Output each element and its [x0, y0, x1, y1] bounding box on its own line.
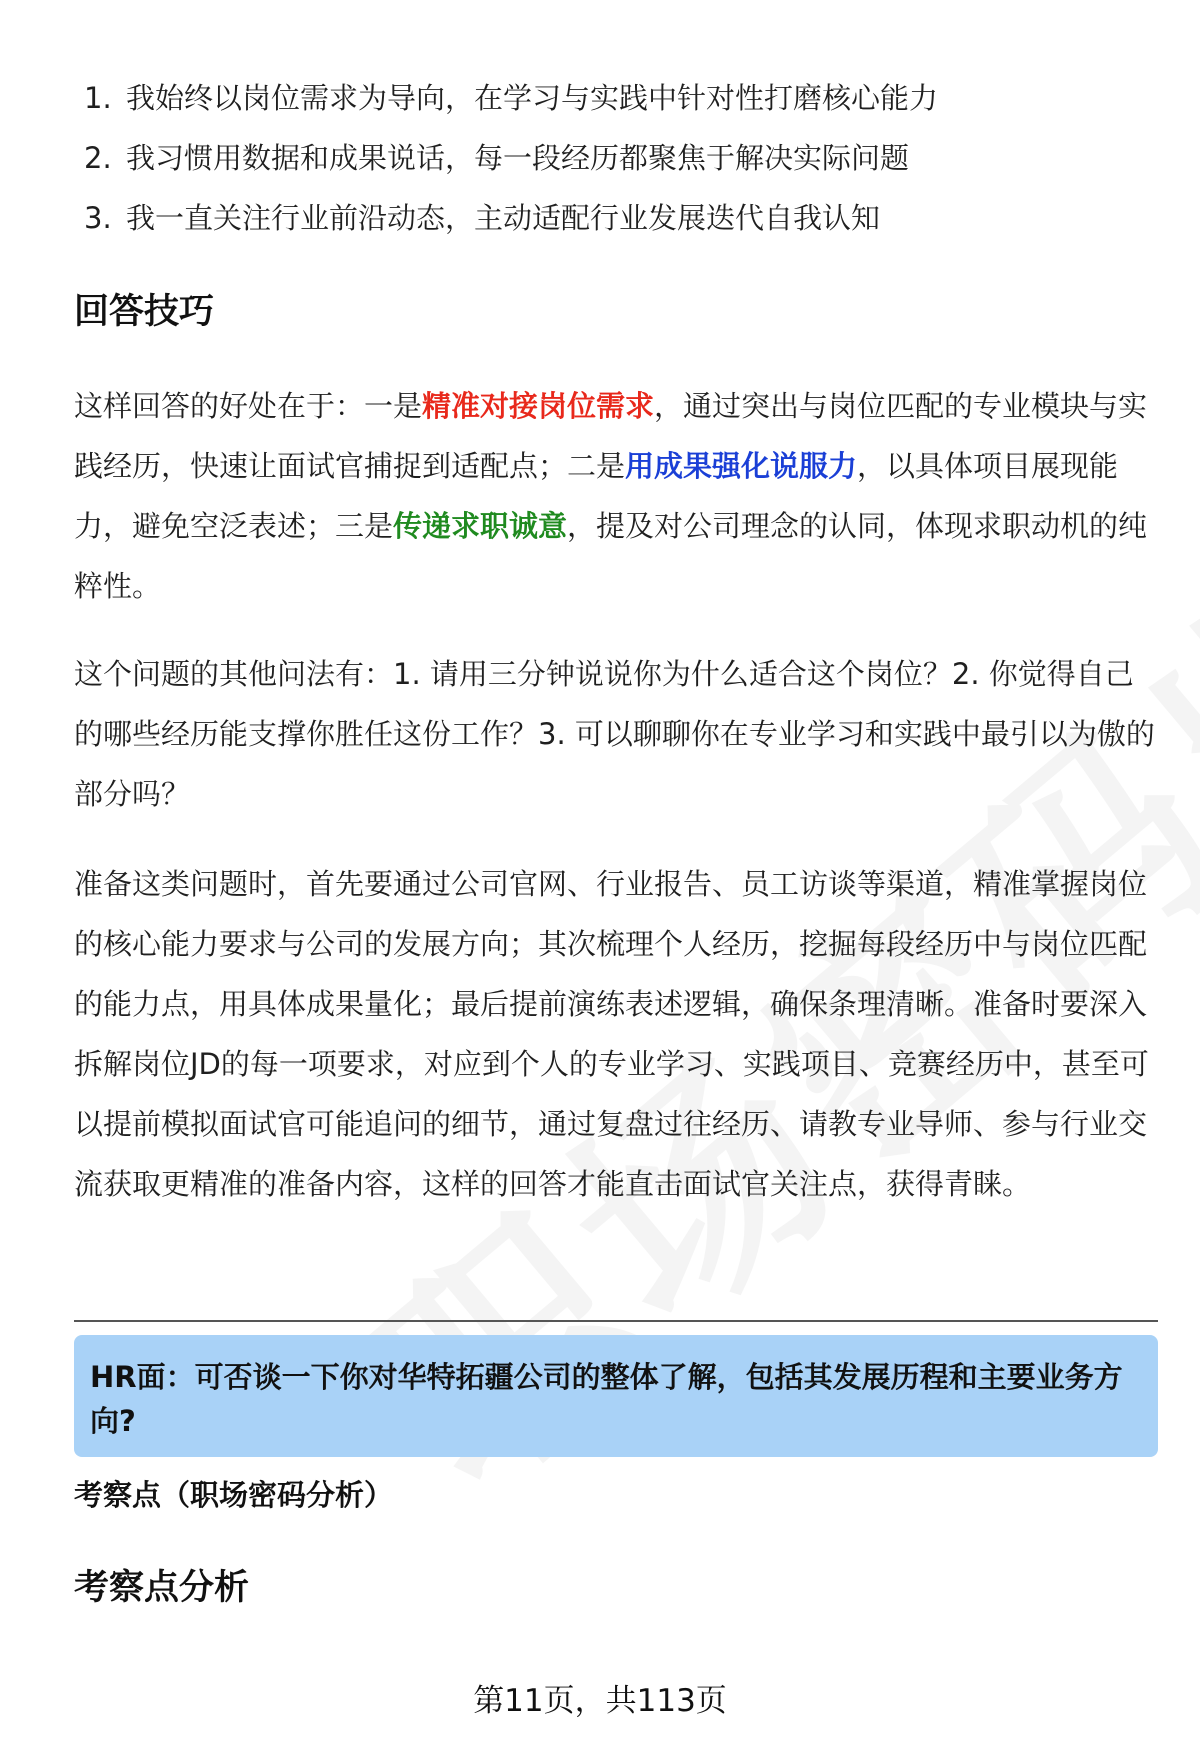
- list-item-text: 我习惯用数据和成果说话，每一段经历都聚焦于解决实际问题: [126, 141, 910, 175]
- highlight-green: 传递求职诚意: [393, 509, 568, 543]
- list-item: [84, 188, 938, 248]
- exam-point-label: 考察点（职场密码分析）: [74, 1478, 394, 1512]
- list-item-number: 3.: [84, 201, 112, 235]
- numbered-list: [84, 68, 938, 248]
- highlight-red: 精准对接岗位需求: [422, 389, 655, 423]
- highlight-blue: 用成果强化说服力: [625, 449, 858, 483]
- section-divider: [74, 1320, 1158, 1322]
- tips-paragraph-benefits: [74, 376, 1158, 616]
- list-item: [84, 68, 938, 128]
- hr-question-text: HR面：可否谈一下你对华特拓疆公司的整体了解，包括其发展历程和主要业务方向?: [90, 1360, 1123, 1438]
- list-item-text: 我一直关注行业前沿动态，主动适配行业发展迭代自我认知: [126, 201, 881, 235]
- list-item: [84, 128, 938, 188]
- text-segment: ，通过突出与岗位匹配的专业模块与实践经历，快速让面试官捕捉到适配点；二是: [74, 389, 1148, 483]
- section-heading-tips: 回答技巧: [74, 292, 215, 332]
- tips-paragraph-alt-questions: 这个问题的其他问法有：1. 请用三分钟说说你为什么适合这个岗位？2. 你觉得自己的哪些经历能支撑你胜任这份工作？3. 可以聊聊你在专业学习和实践中最引以为傲的部分吗？: [74, 657, 1155, 811]
- exam-analysis-heading: 考察点分析: [74, 1568, 250, 1608]
- list-item-number: 1.: [84, 81, 112, 115]
- list-item-number: 2.: [84, 141, 112, 175]
- page-footer: 第11页，共113页: [473, 1683, 727, 1719]
- tips-paragraph-preparation: 准备这类问题时，首先要通过公司官网、行业报告、员工访谈等渠道，精准掌握岗位的核心能力要求与公司的发展方向；其次梳理个人经历，挖掘每段经历中与岗位匹配的能力点，用具体成果量化；最后提前演练表述逻辑，确保条理清晰。准备时要深入拆解岗位JD的每一项要求，对应到个人的专业学习、实践项目、竞赛经历中，甚至可以提前模拟面试官可能追问的细节，通过复盘过往经历、请教专业导师、参与行业交流获取更精准的准备内容，这样的回答才能直击面试官关注点，获得青睐。: [74, 867, 1149, 1201]
- text-segment: 这样回答的好处在于：一是: [74, 389, 423, 423]
- hr-question-box: [74, 1335, 1158, 1457]
- text-segment: ，以具体项目展现能力，避免空泛表述；三是: [74, 449, 1119, 543]
- text-segment: ，提及对公司理念的认同，体现求职动机的纯粹性。: [74, 509, 1148, 603]
- list-item-text: 我始终以岗位需求为导向，在学习与实践中针对性打磨核心能力: [126, 81, 939, 115]
